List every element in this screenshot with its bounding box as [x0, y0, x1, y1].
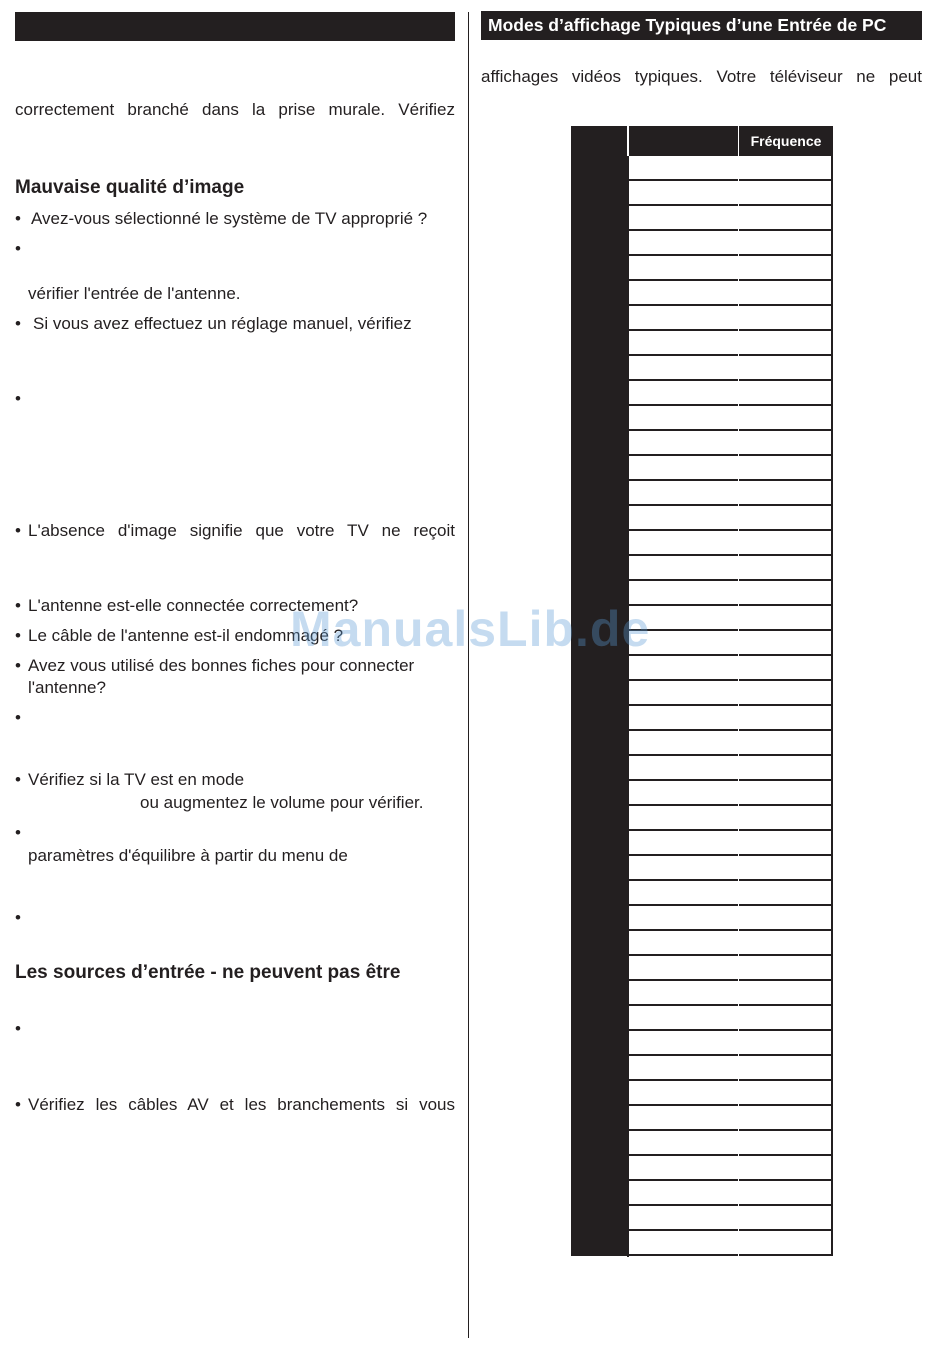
table-cell [739, 581, 833, 606]
table-cell [739, 706, 833, 731]
table-cell [739, 856, 833, 881]
heading-poor-image-quality: Mauvaise qualité d’image [15, 177, 245, 198]
column-divider [468, 12, 469, 1338]
table-cell [571, 1031, 627, 1056]
table-cell [629, 781, 738, 806]
table-cell [629, 731, 738, 756]
table-cell [739, 506, 833, 531]
table-cell [571, 881, 627, 906]
table-cell [739, 906, 833, 931]
table-cell [629, 881, 738, 906]
table-cell [629, 981, 738, 1006]
table-cell [629, 681, 738, 706]
table-cell [629, 556, 738, 581]
table-cell [571, 331, 627, 356]
table-cell [739, 931, 833, 956]
table-cell [629, 1106, 738, 1131]
text-antenna-input: vérifier l'entrée de l'antenne. [28, 284, 241, 303]
bullet-marker: • [15, 314, 21, 333]
table-cell [629, 156, 738, 181]
table-cell [739, 1156, 833, 1181]
table-cell [571, 981, 627, 1006]
pc-modes-header-bar [481, 11, 922, 40]
table-cell [739, 1056, 833, 1081]
table-cell [629, 806, 738, 831]
table-cell [629, 381, 738, 406]
table-cell [739, 256, 833, 281]
table-cell [739, 1106, 833, 1131]
bullet-marker: • [15, 521, 21, 540]
table-cell [739, 956, 833, 981]
table-cell [571, 856, 627, 881]
table-cell [571, 281, 627, 306]
table-cell [629, 956, 738, 981]
header-cell-frequency [739, 126, 833, 156]
table-cell [629, 856, 738, 881]
table-cell [571, 1206, 627, 1231]
bullet-marker: • [15, 823, 21, 842]
table-cell [571, 1081, 627, 1106]
table-column-separator [627, 156, 629, 1257]
table-cell [739, 406, 833, 431]
table-cell [571, 456, 627, 481]
text-av-cables: Vérifiez les câbles AV et les branchements si vous [28, 1095, 455, 1114]
table-cell [739, 206, 833, 231]
text-plugs: Avez vous utilisé des bonnes fiches pour connecter [28, 656, 415, 675]
table-cell [629, 506, 738, 531]
table-cell [571, 806, 627, 831]
bullet-marker: • [15, 1019, 21, 1038]
bullet-marker: • [15, 389, 21, 408]
table-cell [739, 881, 833, 906]
table-cell [739, 531, 833, 556]
table-cell [739, 781, 833, 806]
table-cell [739, 231, 833, 256]
table-cell [739, 481, 833, 506]
text-manual-tuning: Si vous avez effectuez un réglage manuel, vérifiez [33, 314, 412, 333]
table-cell [571, 231, 627, 256]
table-cell [571, 531, 627, 556]
table-cell [739, 356, 833, 381]
table-cell [571, 306, 627, 331]
header-frequency-label: Fréquence [750, 133, 822, 149]
table-cell [571, 381, 627, 406]
table-cell [739, 1231, 833, 1256]
table-cell [629, 406, 738, 431]
table-cell [629, 1206, 738, 1231]
table-cell [629, 531, 738, 556]
heading-input-sources: Les sources d’entrée - ne peuvent pas être [15, 962, 401, 983]
table-cell [629, 1131, 738, 1156]
table-cell [739, 631, 833, 656]
table-cell [739, 731, 833, 756]
table-cell [629, 831, 738, 856]
table-cell [739, 1181, 833, 1206]
table-cell [739, 1131, 833, 1156]
table-cell [571, 1181, 627, 1206]
bullet-marker: • [15, 596, 21, 615]
table-cell [571, 356, 627, 381]
table-cell [739, 456, 833, 481]
table-cell [739, 281, 833, 306]
table-cell [571, 481, 627, 506]
table-cell [571, 156, 627, 181]
table-cell [629, 231, 738, 256]
table-cell [571, 956, 627, 981]
bullet-marker: • [15, 656, 21, 675]
table-cell [739, 1031, 833, 1056]
table-cell [739, 431, 833, 456]
table-cell [629, 356, 738, 381]
table-cell [629, 431, 738, 456]
text-antenna-cable: Le câble de l'antenne est-il endommagé ? [28, 626, 344, 645]
bullet-marker: • [15, 770, 21, 789]
table-cell [739, 681, 833, 706]
pc-modes-title: Modes d’affichage Typiques d’une Entrée de PC [488, 15, 887, 35]
table-cell [629, 1031, 738, 1056]
table-cell [739, 656, 833, 681]
table-cell [571, 731, 627, 756]
table-cell [739, 831, 833, 856]
table-cell [629, 656, 738, 681]
table-cell [739, 156, 833, 181]
table-cell [629, 1156, 738, 1181]
table-cell [629, 1081, 738, 1106]
table-cell [629, 1006, 738, 1031]
table-cell [739, 1006, 833, 1031]
table-cell [739, 306, 833, 331]
table-cell [571, 431, 627, 456]
table-cell [571, 681, 627, 706]
table-cell [571, 406, 627, 431]
header-cell-resolution [629, 126, 738, 156]
table-cell [629, 1056, 738, 1081]
table-cell [629, 331, 738, 356]
bullet-marker: • [15, 908, 21, 927]
text-pc-intro: affichages vidéos typiques. Votre téléviseur ne peut [481, 67, 922, 86]
table-cell [571, 256, 627, 281]
table-cell [629, 1231, 738, 1256]
table-cell [571, 931, 627, 956]
table-cell [571, 556, 627, 581]
text-tv-mode: Vérifiez si la TV est en mode [28, 770, 245, 789]
table-cell [571, 1231, 627, 1256]
table-cell [629, 281, 738, 306]
table-cell [571, 206, 627, 231]
table-cell [629, 1181, 738, 1206]
table-cell [571, 656, 627, 681]
table-cell [739, 181, 833, 206]
bullet-marker: • [15, 626, 21, 645]
header-cell-index [571, 126, 627, 156]
table-cell [629, 931, 738, 956]
bullet-marker: • [15, 239, 21, 258]
table-cell [739, 556, 833, 581]
table-cell [571, 506, 627, 531]
table-cell [629, 756, 738, 781]
table-cell [571, 906, 627, 931]
text-balance-settings: paramètres d'équilibre à partir du menu de [28, 846, 348, 865]
table-cell [739, 1081, 833, 1106]
text-plug-check: correctement branché dans la prise murale. Vérifiez [15, 100, 455, 119]
text-volume: ou augmentez le volume pour vérifier. [140, 793, 424, 812]
table-cell [571, 831, 627, 856]
left-section-header-bar [15, 12, 455, 41]
table-cell [629, 706, 738, 731]
table-cell [629, 306, 738, 331]
text-antenna-connected: L'antenne est-elle connectée correctement? [28, 596, 359, 615]
table-cell [739, 606, 833, 631]
bullet-marker: • [15, 708, 21, 727]
table-cell [629, 906, 738, 931]
table-cell [739, 381, 833, 406]
table-cell [571, 1056, 627, 1081]
text-tv-system: Avez-vous sélectionné le système de TV approprié ? [31, 209, 428, 228]
table-cell [629, 481, 738, 506]
table-cell [739, 756, 833, 781]
bullet-marker: • [15, 1095, 21, 1114]
bullet-marker: • [15, 209, 21, 228]
table-cell [739, 1206, 833, 1231]
table-cell [629, 256, 738, 281]
watermark: ManualsLib.de [290, 601, 651, 657]
table-cell [571, 706, 627, 731]
table-cell [571, 756, 627, 781]
text-plugs-continued: l'antenne? [28, 678, 106, 697]
table-cell [629, 181, 738, 206]
table-cell [571, 1106, 627, 1131]
table-cell [571, 181, 627, 206]
table-cell [571, 1006, 627, 1031]
table-cell [739, 331, 833, 356]
table-cell [571, 1156, 627, 1181]
text-no-image: L'absence d'image signifie que votre TV ne reçoit [28, 521, 455, 540]
table-cell [629, 456, 738, 481]
table-cell [739, 981, 833, 1006]
table-cell [629, 206, 738, 231]
table-cell [571, 1131, 627, 1156]
table-cell [571, 781, 627, 806]
table-cell [739, 806, 833, 831]
